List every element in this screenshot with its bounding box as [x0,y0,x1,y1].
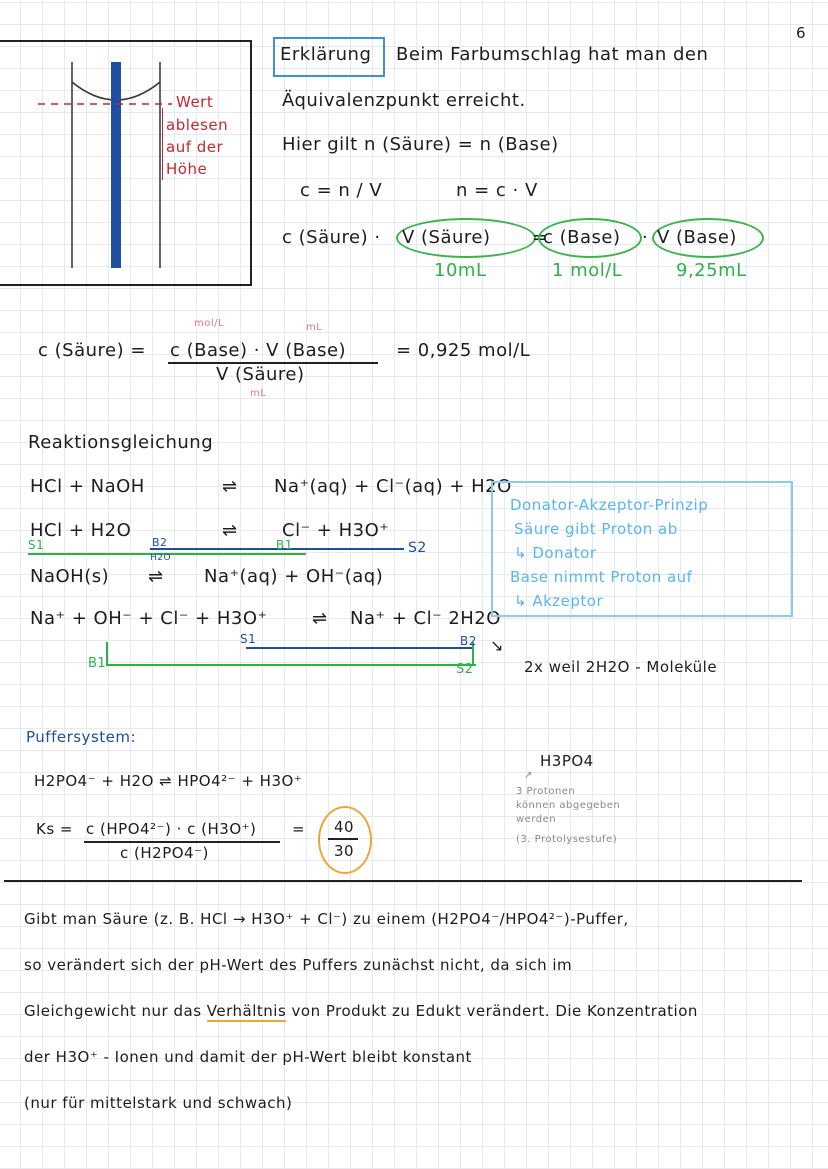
section-divider [4,880,802,882]
side-note1: 3 Protonen [516,786,576,797]
eq4-label-s1: S1 [240,632,257,646]
text-line4: der H3O⁺ - Ionen und damit der pH-Wert bleibt konstant [24,1048,472,1066]
eq4-label-b1: B1 [88,656,107,671]
unit-note-mol: mol/L [194,318,225,329]
equivalence-prefix: c (Säure) · [282,227,381,248]
v-saeure: V (Säure) [402,227,491,248]
eq2-left: HCl + H2O [30,520,132,541]
eq2-label-b2-note: H2O [150,553,172,563]
page-number: 6 [796,24,807,42]
ks-numerator: c (HPO4²⁻) · c (H3O⁺) [86,820,257,838]
calc-numerator: c (Base) · V (Base) [170,340,347,361]
side-title: H3PO4 [540,752,594,770]
diagram-label-3: auf der [166,138,224,156]
eq1-arrow: ⇌ [222,476,238,497]
eq4-label-s2: S2 [456,662,474,677]
eq4-b2-s2-line [106,664,476,666]
erklaerung-line1: Beim Farbumschlag hat man den [396,44,709,65]
eq2-arrow: ⇌ [222,520,238,541]
note-2x: 2x weil 2H2O - Moleküle [524,658,718,676]
side-arrow: ↗ [524,770,533,781]
eq3-left: NaOH(s) [30,566,110,587]
ks-fraction-line [84,841,280,843]
erklaerung-line2: Äquivalenzpunkt erreicht. [282,90,526,111]
puffer-heading: Puffersystem: [26,728,137,746]
side-note4: (3. Protolysestufe) [516,834,618,845]
eq2-label-b2: B2 [152,536,168,549]
equivalence-sign: = [532,227,548,248]
unit-note-ml-bottom: mL [250,388,267,399]
ratio-ellipse [318,806,372,874]
eq4-left-tick [106,642,108,666]
puffer-equation: H2PO4⁻ + H2O ⇌ HPO4²⁻ + H3O⁺ [34,772,303,790]
text-line5: (nur für mittelstark und schwach) [24,1094,293,1112]
value-v-base: 9,25mL [676,260,747,281]
formula-n: n = c · V [456,180,538,201]
burette-diagram [0,40,252,286]
c-base: c (Base) [543,227,621,248]
eq3-arrow: ⇌ [148,566,164,587]
value-c-base: 1 mol/L [552,260,623,281]
diagram-label-bracket [162,108,163,180]
eq1-right: Na⁺(aq) + Cl⁻(aq) + H2O [274,476,512,497]
donator-line1: Donator-Akzeptor-Prinzip [510,496,709,514]
v-base: V (Base) [657,227,737,248]
text-line3 [24,1002,698,1020]
eq3-right: Na⁺(aq) + OH⁻(aq) [204,566,384,587]
side-note3: werden [516,814,557,825]
calc-lhs: c (Säure) = [38,340,146,361]
diagram-label-2: ablesen [166,116,229,134]
donator-line2: Säure gibt Proton ab [514,520,678,538]
eq2-label-s1: S1 [28,538,45,552]
eq4-left: Na⁺ + OH⁻ + Cl⁻ + H3O⁺ [30,608,268,629]
donator-line4: Base nimmt Proton auf [510,568,693,586]
erklaerung-line3: Hier gilt n (Säure) = n (Base) [282,134,559,155]
ks-equals: = [292,820,306,838]
ks-denominator: c (H2PO4⁻) [120,844,209,862]
eq4-right: Na⁺ + Cl⁻ 2H2O [350,608,501,629]
equivalence-dot: · [642,227,649,248]
text-line2: so verändert sich der pH-Wert des Puffers zunächst nicht, da sich im [24,956,573,974]
eq2-label-b1: B1 [276,538,293,552]
reaktion-heading: Reaktionsgleichung [28,432,214,453]
formula-c: c = n / V [300,180,383,201]
eq2-label-s2: S2 [408,540,427,556]
ks-label: Ks = [36,820,73,838]
diagram-label-4: Höhe [166,160,208,178]
text-line3-pre: Gleichgewicht nur das [24,1002,202,1020]
text-line3-post: von Produkt zu Edukt verändert. Die Konzentration [291,1002,698,1020]
eq4-label-b2: B2 [460,634,477,648]
text-line1: Gibt man Säure (z. B. HCl → H3O⁺ + Cl⁻) zu einem (H2PO4⁻/HPO4²⁻)-Puffer, [24,910,629,928]
eq4-s1-b1-line [246,647,472,649]
eq2-right: Cl⁻ + H3O⁺ [282,520,390,541]
eq1-left: HCl + NaOH [30,476,145,497]
calc-result: = 0,925 mol/L [396,340,531,361]
ratio-top: 40 [334,818,355,836]
diagram-label-1: Wert [176,93,214,111]
calc-denominator: V (Säure) [216,364,305,385]
text-line3-underlined: Verhältnis [206,1002,287,1020]
arrow-to-note: ↘ [490,636,504,655]
unit-note-ml-top: mL [306,322,323,333]
value-v-saeure: 10mL [434,260,487,281]
ratio-bottom: 30 [334,842,355,860]
eq4-arrow: ⇌ [312,608,328,629]
donator-line3: ↳ Donator [514,544,597,562]
ratio-line [328,838,358,840]
side-note2: können abgegeben [516,800,621,811]
erklaerung-heading: Erklärung [280,44,372,65]
donator-line5: ↳ Akzeptor [514,592,604,610]
